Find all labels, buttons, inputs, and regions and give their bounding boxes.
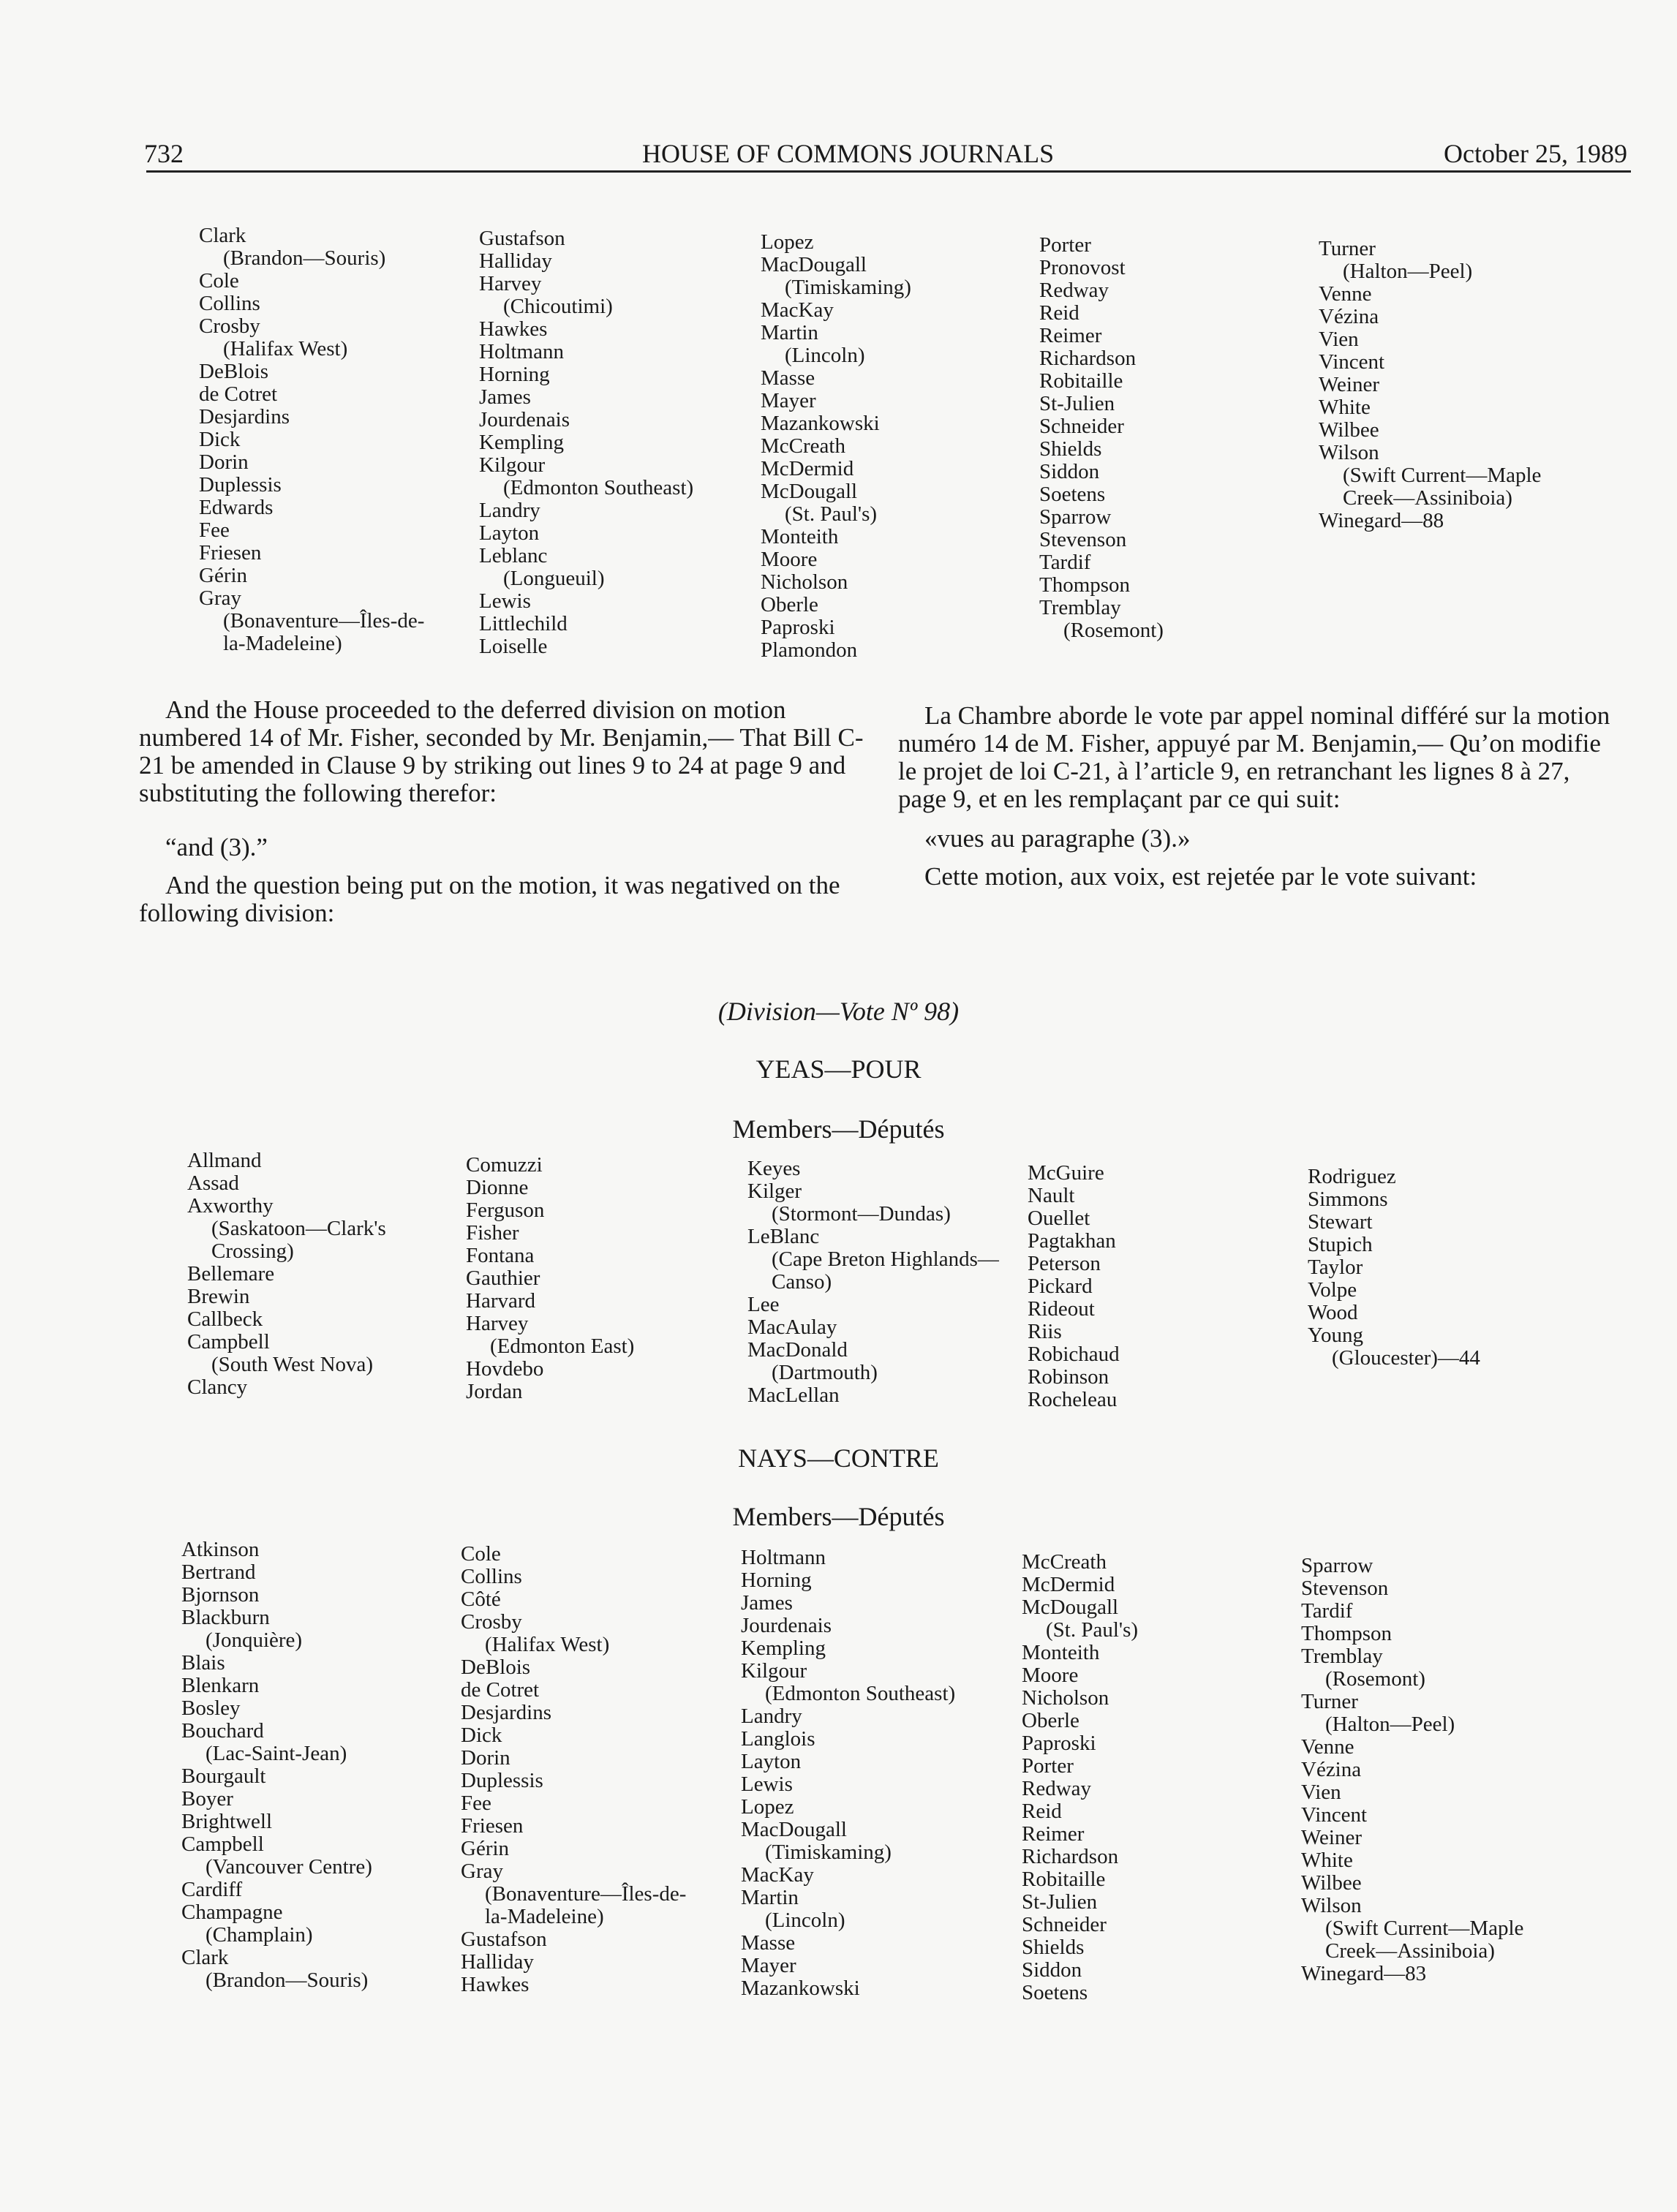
member-name: Gérin — [199, 564, 248, 587]
member-name: Venne — [1319, 282, 1372, 306]
member-name: Rodriguez — [1308, 1165, 1396, 1188]
member-name: Champagne — [181, 1900, 283, 1924]
member-name: Lopez — [741, 1795, 794, 1819]
member-riding: (Timiskaming) — [785, 276, 911, 299]
member-name: MacAulay — [747, 1316, 837, 1339]
member-riding: (Saskatoon—Clark's — [211, 1217, 386, 1240]
member-name: Kempling — [479, 431, 564, 454]
member-name: Friesen — [461, 1814, 524, 1838]
member-name: Dick — [199, 428, 241, 451]
member-name: Layton — [741, 1750, 802, 1773]
member-name: Collins — [461, 1565, 522, 1588]
member-name: Axworthy — [187, 1194, 274, 1218]
member-name: Leblanc — [479, 544, 548, 567]
member-riding: (Bonaventure—Îles-de- — [223, 609, 425, 633]
member-name: Richardson — [1022, 1845, 1119, 1868]
member-name: Porter — [1022, 1754, 1074, 1778]
yeas-column-3 — [747, 1158, 999, 1407]
member-name: Cole — [461, 1542, 501, 1566]
member-name: Bellemare — [187, 1262, 275, 1286]
member-name: McDougall — [761, 480, 858, 503]
member-riding: (Cape Breton Highlands— — [772, 1247, 999, 1271]
member-name: Edwards — [199, 496, 274, 519]
member-name: Stupich — [1308, 1233, 1373, 1256]
member-name: Plamondon — [761, 638, 858, 662]
member-name: Tardif — [1039, 551, 1091, 574]
member-name: Wilbee — [1319, 418, 1379, 442]
member-name: Fisher — [466, 1221, 519, 1245]
member-name: Porter — [1039, 233, 1091, 257]
member-name: Winegard—83 — [1301, 1962, 1427, 1985]
member-name: Paproski — [761, 616, 835, 639]
member-name: Reimer — [1022, 1822, 1085, 1846]
member-riding: (Brandon—Souris) — [206, 1968, 369, 1992]
member-name: Littlechild — [479, 612, 568, 635]
member-name: Kilgour — [479, 453, 546, 477]
member-riding: (Lincoln) — [785, 344, 865, 367]
member-name: Lewis — [479, 589, 531, 613]
yeas-heading: YEAS—POUR — [755, 1054, 922, 1084]
member-name: Lewis — [741, 1773, 793, 1796]
member-name: White — [1319, 396, 1371, 419]
member-name: Tremblay — [1039, 596, 1121, 619]
member-riding: (Halifax West) — [223, 337, 348, 361]
member-name: Bouchard — [181, 1719, 264, 1743]
member-name: Nault — [1028, 1184, 1075, 1207]
member-name: Lopez — [761, 230, 814, 254]
journal-date: October 25, 1989 — [1444, 139, 1627, 168]
member-name: Duplessis — [199, 473, 282, 497]
member-riding: (Jonquière) — [206, 1628, 303, 1652]
member-name: de Cotret — [461, 1678, 540, 1702]
member-name: Landry — [741, 1705, 802, 1728]
yeas-column-4 — [1028, 1162, 1120, 1411]
member-riding: (Champlain) — [206, 1923, 313, 1947]
member-name: Nicholson — [761, 570, 848, 594]
member-name: Harvard — [466, 1289, 536, 1313]
member-name: McDougall — [1022, 1596, 1119, 1619]
member-name: Blackburn — [181, 1606, 270, 1629]
member-name: St-Julien — [1022, 1890, 1098, 1914]
member-name: Peterson — [1028, 1252, 1101, 1275]
member-name: Friesen — [199, 541, 262, 565]
nays-members-heading: Members—Députés — [732, 1502, 945, 1531]
member-name: James — [741, 1591, 793, 1615]
member-name: Desjardins — [461, 1701, 552, 1724]
member-name: Oberle — [761, 593, 818, 616]
member-name: Mazankowski — [741, 1977, 860, 2000]
member-name: Bosley — [181, 1696, 241, 1720]
member-name: Robitaille — [1022, 1868, 1106, 1891]
member-name: MacDougall — [741, 1818, 847, 1841]
member-name: Weiner — [1301, 1826, 1363, 1849]
page-number: 732 — [144, 139, 184, 168]
member-name: Ferguson — [466, 1199, 545, 1222]
member-name: Crosby — [461, 1610, 522, 1634]
prev-list-column-4 — [1039, 234, 1164, 642]
member-name: Dorin — [199, 450, 249, 474]
nays-column-4 — [1022, 1551, 1138, 2004]
member-riding: la-Madeleine) — [485, 1905, 604, 1928]
prev-list-column-3 — [761, 231, 911, 662]
member-name: Jordan — [466, 1380, 523, 1403]
member-name: Brightwell — [181, 1810, 273, 1833]
member-name: Clancy — [187, 1375, 248, 1399]
member-name: McDermid — [761, 457, 854, 480]
member-riding: (Gloucester)—44 — [1332, 1346, 1480, 1370]
member-name: Tardif — [1301, 1599, 1353, 1623]
member-name: Wood — [1308, 1301, 1358, 1324]
member-name: Gustafson — [479, 227, 565, 250]
nays-column-2 — [461, 1543, 686, 1996]
member-name: MacDonald — [747, 1338, 848, 1362]
member-name: MacKay — [741, 1863, 814, 1887]
member-name: Gérin — [461, 1837, 510, 1860]
member-riding: (St. Paul's) — [1046, 1618, 1139, 1642]
member-name: Volpe — [1308, 1278, 1357, 1302]
member-name: Winegard—88 — [1319, 509, 1444, 532]
member-name: Redway — [1039, 279, 1109, 302]
member-riding: (Halton—Peel) — [1325, 1713, 1455, 1736]
member-name: Allmand — [187, 1149, 262, 1172]
member-riding: (Chicoutimi) — [503, 295, 613, 318]
yeas-column-2 — [466, 1154, 634, 1403]
member-name: Oberle — [1022, 1709, 1079, 1732]
member-name: Masse — [741, 1931, 796, 1955]
member-name: Côté — [461, 1588, 501, 1611]
member-name: Fee — [461, 1792, 491, 1815]
member-name: MacKay — [761, 298, 834, 322]
member-name: Halliday — [461, 1950, 534, 1974]
member-name: Gustafson — [461, 1928, 547, 1951]
member-name: Lee — [747, 1293, 780, 1316]
member-name: Hawkes — [461, 1973, 530, 1996]
member-name: Shields — [1022, 1936, 1085, 1959]
nays-column-3 — [741, 1547, 955, 2000]
member-name: Tremblay — [1301, 1645, 1383, 1668]
member-name: Langlois — [741, 1727, 815, 1751]
member-name: de Cotret — [199, 382, 278, 406]
journal-title: HOUSE OF COMMONS JOURNALS — [642, 139, 1055, 168]
member-name: Campbell — [181, 1832, 264, 1856]
member-riding: (Rosemont) — [1325, 1667, 1425, 1691]
member-riding: (Rosemont) — [1063, 619, 1164, 642]
motion-english-question: And the question being put on the motion, it was negatived on the following division: — [139, 871, 840, 927]
member-name: Dionne — [466, 1176, 529, 1199]
member-name: Fee — [199, 518, 230, 542]
member-name: Landry — [479, 499, 540, 522]
member-name: Gauthier — [466, 1267, 540, 1290]
member-riding: (Bonaventure—Îles-de- — [485, 1882, 687, 1906]
motion-english-quote: “and (3).” — [165, 833, 268, 861]
member-name: Vincent — [1319, 350, 1385, 374]
nays-heading: NAYS—CONTRE — [738, 1443, 939, 1473]
member-name: Moore — [761, 548, 818, 571]
member-name: Stevenson — [1301, 1577, 1389, 1600]
member-name: Desjardins — [199, 405, 290, 429]
member-name: James — [479, 385, 531, 409]
member-name: Fontana — [466, 1244, 535, 1267]
prev-list-column-2 — [479, 227, 693, 658]
member-riding: (Edmonton Southeast) — [765, 1682, 956, 1705]
member-name: Pagtakhan — [1028, 1229, 1116, 1253]
member-name: Weiner — [1319, 373, 1380, 396]
member-name: Taylor — [1308, 1256, 1363, 1279]
member-riding: (Swift Current—Maple — [1343, 464, 1542, 487]
member-name: DeBlois — [461, 1656, 531, 1679]
member-name: Harvey — [466, 1312, 529, 1335]
member-riding: (Swift Current—Maple — [1325, 1917, 1524, 1940]
member-riding: (St. Paul's) — [785, 502, 878, 526]
member-name: Rideout — [1028, 1297, 1095, 1321]
member-name: Young — [1308, 1324, 1364, 1347]
member-name: McGuire — [1028, 1161, 1104, 1185]
member-name: DeBlois — [199, 360, 269, 383]
member-name: Holtmann — [479, 340, 564, 363]
member-name: Reid — [1022, 1800, 1062, 1823]
member-name: Robitaille — [1039, 369, 1123, 393]
yeas-column-5 — [1308, 1166, 1480, 1370]
member-name: Reid — [1039, 301, 1079, 325]
member-riding: (Longueuil) — [503, 567, 605, 590]
member-riding: (Lincoln) — [765, 1909, 845, 1932]
member-name: Siddon — [1039, 460, 1100, 483]
member-name: Turner — [1319, 237, 1376, 260]
member-name: Cardiff — [181, 1878, 243, 1901]
member-name: Kilger — [747, 1179, 802, 1203]
member-name: Callbeck — [187, 1307, 263, 1331]
member-name: Martin — [761, 321, 818, 344]
member-name: Turner — [1301, 1690, 1358, 1713]
member-name: Pickard — [1028, 1275, 1093, 1298]
member-name: Vézina — [1301, 1758, 1362, 1781]
member-name: Riis — [1028, 1320, 1062, 1343]
member-name: Thompson — [1301, 1622, 1393, 1645]
prev-list-column-1 — [199, 224, 424, 655]
member-name: Clark — [181, 1946, 229, 1969]
member-name: Soetens — [1022, 1981, 1088, 2004]
member-riding: (Edmonton East) — [490, 1335, 635, 1358]
member-name: Robinson — [1028, 1365, 1109, 1389]
member-riding: (Timiskaming) — [765, 1841, 892, 1864]
member-name: Keyes — [747, 1157, 801, 1180]
header-rule — [146, 170, 1631, 173]
member-name: Soetens — [1039, 483, 1106, 506]
member-name: Campbell — [187, 1330, 270, 1354]
member-riding: (South West Nova) — [211, 1353, 374, 1376]
member-name: White — [1301, 1849, 1353, 1872]
member-name: Gray — [461, 1860, 503, 1883]
member-name: Assad — [187, 1171, 239, 1195]
member-name: Horning — [479, 363, 550, 386]
member-name: Wilbee — [1301, 1871, 1362, 1895]
member-name: Vézina — [1319, 305, 1379, 328]
member-name: Siddon — [1022, 1958, 1082, 1982]
member-name: Vien — [1301, 1781, 1341, 1804]
member-riding: (Dartmouth) — [772, 1361, 878, 1384]
yeas-members-heading: Members—Députés — [732, 1114, 945, 1144]
member-name: Pronovost — [1039, 256, 1126, 279]
member-name: Schneider — [1022, 1913, 1107, 1936]
member-name: Atkinson — [181, 1538, 260, 1561]
member-name: Venne — [1301, 1735, 1354, 1759]
member-name: Bourgault — [181, 1764, 266, 1788]
member-name: Monteith — [761, 525, 839, 548]
member-name: McDermid — [1022, 1573, 1115, 1596]
member-name: Thompson — [1039, 573, 1131, 597]
member-name: Horning — [741, 1569, 812, 1592]
member-name: Harvey — [479, 272, 542, 295]
member-name: Comuzzi — [466, 1153, 543, 1177]
member-riding: Crossing) — [211, 1239, 294, 1263]
member-name: Vien — [1319, 328, 1359, 351]
member-name: Schneider — [1039, 415, 1124, 438]
member-name: Duplessis — [461, 1769, 543, 1792]
member-name: Robichaud — [1028, 1343, 1120, 1366]
member-name: Hovdebo — [466, 1357, 544, 1381]
member-riding: (Stormont—Dundas) — [772, 1202, 951, 1226]
member-name: Richardson — [1039, 347, 1137, 370]
member-name: Sparrow — [1301, 1554, 1373, 1577]
member-name: Martin — [741, 1886, 799, 1909]
member-name: Holtmann — [741, 1546, 826, 1569]
member-name: Jourdenais — [741, 1614, 832, 1637]
member-riding: (Halifax West) — [485, 1633, 610, 1656]
member-name: Rocheleau — [1028, 1388, 1118, 1411]
member-name: Mazankowski — [761, 412, 880, 435]
member-name: Boyer — [181, 1787, 233, 1811]
member-name: Crosby — [199, 314, 260, 338]
member-name: Redway — [1022, 1777, 1092, 1800]
member-name: MacDougall — [761, 253, 867, 276]
member-riding: (Vancouver Centre) — [206, 1855, 372, 1879]
member-name: Shields — [1039, 437, 1102, 461]
member-name: Layton — [479, 521, 540, 545]
member-name: Cole — [199, 269, 239, 292]
member-name: McCreath — [1022, 1550, 1107, 1574]
member-name: Simmons — [1308, 1188, 1388, 1211]
member-name: Jourdenais — [479, 408, 570, 431]
member-riding: (Lac-Saint-Jean) — [206, 1742, 347, 1765]
member-name: Nicholson — [1022, 1686, 1109, 1710]
member-name: Kempling — [741, 1637, 826, 1660]
nays-column-5 — [1301, 1555, 1523, 1985]
member-riding: (Edmonton Southeast) — [503, 476, 694, 499]
member-name: Dorin — [461, 1746, 510, 1770]
motion-english — [139, 696, 865, 927]
member-name: Vincent — [1301, 1803, 1368, 1827]
member-riding: la-Madeleine) — [223, 632, 342, 655]
member-name: Halliday — [479, 249, 552, 273]
motion-french-quote: «vues au paragraphe (3).» — [924, 824, 1191, 853]
member-name: Clark — [199, 224, 246, 247]
member-name: Wilson — [1301, 1894, 1362, 1917]
member-name: Moore — [1022, 1664, 1079, 1687]
member-name: Blais — [181, 1651, 225, 1675]
motion-french-paragraph: La Chambre aborde le vote par appel nominal différé sur la motion numéro 14 de M. Fisher, appuyé par M. Benjamin,— Qu’on modifie le projet de loi C-21, à l’article 9, en retranchant les lignes 8 à 27, page 9, et en les remplaçant par ce qui suit: — [898, 701, 1610, 813]
member-name: Bjornson — [181, 1583, 260, 1607]
prev-list-column-5 — [1319, 238, 1541, 532]
member-name: Dick — [461, 1724, 502, 1747]
member-name: Reimer — [1039, 324, 1102, 347]
motion-english-paragraph: And the House proceeded to the deferred division on motion numbered 14 of Mr. Fisher, seconded by Mr. Benjamin,— That Bill C-21 be amended in Clause 9 by striking out lines 9 to 24 at page 9 and substituting the following therefor: — [139, 695, 864, 807]
member-name: Paproski — [1022, 1732, 1096, 1755]
member-name: Stevenson — [1039, 528, 1127, 551]
division-title: (Division—Vote Nº 98) — [717, 997, 960, 1026]
member-name: Monteith — [1022, 1641, 1100, 1664]
member-name: MacLellan — [747, 1384, 840, 1407]
yeas-column-1 — [187, 1150, 386, 1399]
member-riding: Creek—Assiniboia) — [1343, 486, 1512, 510]
member-name: LeBlanc — [747, 1225, 820, 1248]
member-name: Brewin — [187, 1285, 250, 1308]
member-riding: Canso) — [772, 1270, 832, 1294]
member-name: St-Julien — [1039, 392, 1115, 415]
member-name: Loiselle — [479, 635, 548, 658]
member-name: Masse — [761, 366, 815, 390]
member-name: McCreath — [761, 434, 845, 458]
member-name: Mayer — [761, 389, 816, 412]
motion-french-question: Cette motion, aux voix, est rejetée par le vote suivant: — [924, 862, 1477, 891]
member-riding: (Brandon—Souris) — [223, 246, 386, 270]
member-name: Kilgour — [741, 1659, 807, 1683]
member-name: Sparrow — [1039, 505, 1112, 529]
member-name: Gray — [199, 586, 241, 610]
member-name: Mayer — [741, 1954, 796, 1977]
member-name: Ouellet — [1028, 1207, 1090, 1230]
member-riding: (Halton—Peel) — [1343, 260, 1473, 283]
member-name: Hawkes — [479, 317, 548, 341]
member-name: Collins — [199, 292, 260, 315]
member-riding: Creek—Assiniboia) — [1325, 1939, 1495, 1963]
member-name: Bertrand — [181, 1560, 256, 1584]
nays-column-1 — [181, 1539, 372, 1992]
motion-french — [898, 702, 1624, 891]
member-name: Wilson — [1319, 441, 1379, 464]
member-name: Stewart — [1308, 1210, 1373, 1234]
member-name: Blenkarn — [181, 1674, 260, 1697]
